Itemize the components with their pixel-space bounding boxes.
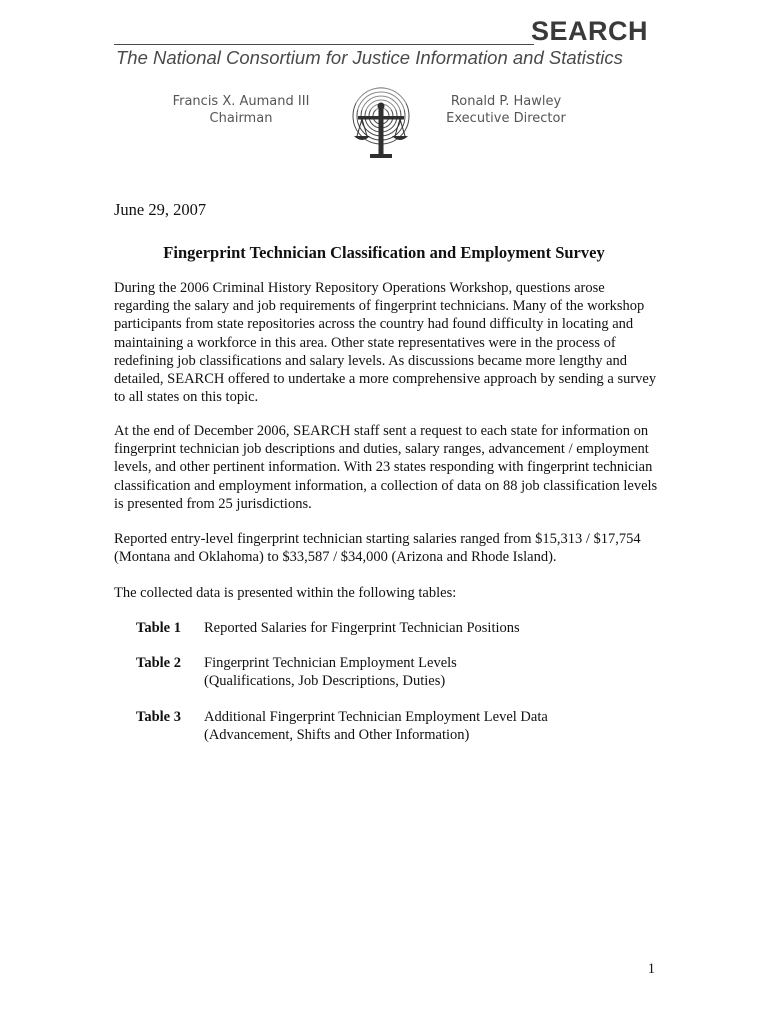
paragraph-4: The collected data is presented within the following tables:: [114, 585, 457, 601]
page-number: 1: [647, 961, 655, 977]
table-description: [204, 619, 654, 637]
paragraph-3: Reported entry-level fingerprint technician starting salaries ranged from $15,313 / $17,754 (Montana and Oklahoma) to $33,587 / $34,000 (Arizona and Rhode Island).: [114, 531, 641, 566]
table-description: [204, 654, 654, 690]
table-description-line: Additional Fingerprint Technician Employment Level Data: [204, 709, 548, 725]
executive-director-title: Executive Director: [446, 111, 566, 126]
paragraph-1: During the 2006 Criminal History Repository Operations Workshop, questions arose regarding the salary and job requirements of fingerprint technicians. Many of the workshop participants from state repositories across the country had found difficulty in locating and maintaining a workforce in this area. Other state representatives were in the process of redefining job classifications and salary levels. As discussions became more lengthy and detailed, SEARCH offered to undertake a more comprehensive approach by sending a survey to all states on this topic.: [114, 280, 657, 406]
table-description-subline: (Advancement, Shifts and Other Information): [204, 727, 470, 744]
letter-date: June 29, 2007: [114, 200, 207, 219]
chairman-title: Chairman: [209, 111, 273, 126]
table-description-line: Reported Salaries for Fingerprint Technician Positions: [204, 620, 520, 636]
executive-director-block: [436, 93, 576, 127]
document-title: Fingerprint Technician Classification and Employment Survey: [163, 243, 605, 262]
table-description-subline: (Qualifications, Job Descriptions, Duties): [204, 673, 446, 690]
table-description: [204, 708, 654, 744]
executive-director-name: Ronald P. Hawley: [450, 94, 562, 109]
table-label: Table 2: [136, 655, 181, 671]
letterhead-rule: [114, 44, 534, 45]
table-description-line: Fingerprint Technician Employment Levels: [204, 655, 457, 671]
chairman-name: Francis X. Aumand III: [172, 94, 310, 109]
scales-of-justice-seal-icon: [348, 86, 414, 164]
table-label: Table 3: [136, 709, 181, 725]
letterhead-brand: SEARCH: [530, 16, 648, 46]
paragraph-2: At the end of December 2006, SEARCH staff sent a request to each state for information on fingerprint technician job descriptions and duties, salary ranges, advancement / employment levels, and other pertinent information. With 23 states responding with fingerprint technician classification and employment information, a collection of data on 88 job classification levels is presented from 25 jurisdictions.: [114, 423, 658, 512]
chairman-block: [168, 93, 314, 127]
letterhead-tagline: The National Consortium for Justice Information and Statistics: [116, 47, 623, 68]
table-label: Table 1: [136, 620, 181, 636]
